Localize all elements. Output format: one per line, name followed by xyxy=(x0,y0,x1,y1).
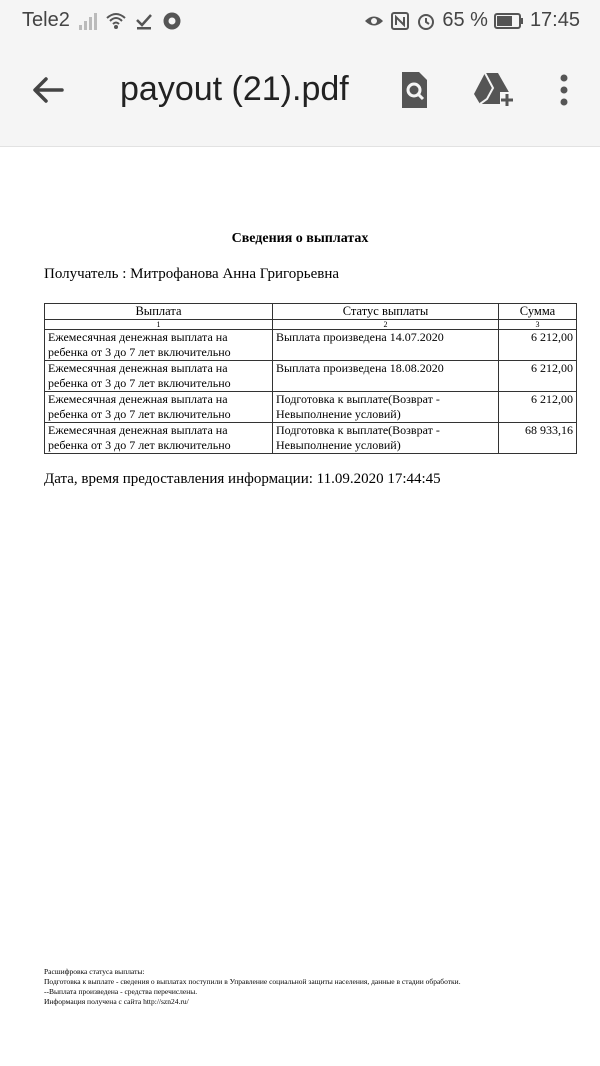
amount-cell: 6 212,00 xyxy=(499,330,577,361)
status-bar-right xyxy=(364,9,580,32)
table-row xyxy=(45,392,577,423)
clock: 17:45 xyxy=(529,9,580,31)
recipient-line: Получатель : Митрофанова Анна Григорьевна xyxy=(44,266,340,282)
column-number: 3 xyxy=(499,320,577,330)
payouts-table xyxy=(44,303,577,454)
footnotes xyxy=(44,967,584,1007)
column-number-row xyxy=(45,320,577,330)
back-arrow-icon[interactable] xyxy=(28,70,68,110)
table-row xyxy=(45,330,577,361)
battery-icon xyxy=(494,11,524,31)
document-title: payout (21).pdf xyxy=(120,70,349,108)
eye-icon xyxy=(364,11,384,31)
footnote-line: Расшифровка статуса выплаты: xyxy=(44,967,145,976)
status-cell: Подготовка к выплате(Возврат - Невыполнение условий) xyxy=(273,423,499,454)
drive-add-icon[interactable] xyxy=(470,68,514,112)
status-cell: Выплата произведена 18.08.2020 xyxy=(273,361,499,392)
wifi-icon xyxy=(106,11,126,31)
carrier-name: Tele2 xyxy=(22,9,70,31)
footnote-line: --Выплата произведена - средства перечислены. xyxy=(44,987,198,996)
alarm-icon xyxy=(416,11,436,31)
download-done-icon xyxy=(134,11,154,31)
status-cell: Подготовка к выплате(Возврат - Невыполнение условий) xyxy=(273,392,499,423)
status-cell: Выплата произведена 14.07.2020 xyxy=(273,330,499,361)
document-heading: Сведения о выплатах xyxy=(231,231,369,246)
footnote-line: Информация получена с сайта http://szn24.ru/ xyxy=(44,997,189,1006)
battery-percent: 65 % xyxy=(442,9,488,31)
more-vert-icon[interactable] xyxy=(542,68,586,112)
signal-icon xyxy=(78,11,98,31)
payout-cell: Ежемесячная денежная выплата на ребенка от 3 до 7 лет включительно xyxy=(45,330,273,361)
payout-cell: Ежемесячная денежная выплата на ребенка от 3 до 7 лет включительно xyxy=(45,361,273,392)
amount-cell: 68 933,16 xyxy=(499,423,577,454)
payout-cell: Ежемесячная денежная выплата на ребенка от 3 до 7 лет включительно xyxy=(45,392,273,423)
app-bar xyxy=(0,42,600,147)
table-row xyxy=(45,423,577,454)
amount-cell: 6 212,00 xyxy=(499,392,577,423)
table-row xyxy=(45,361,577,392)
header-status: Статус выплаты xyxy=(273,304,499,320)
search-document-icon[interactable] xyxy=(392,68,436,112)
nfc-icon xyxy=(390,11,410,31)
chrome-icon xyxy=(162,11,182,31)
status-bar-left xyxy=(22,9,182,32)
column-number: 1 xyxy=(45,320,273,330)
column-number: 2 xyxy=(273,320,499,330)
info-timestamp: Дата, время предоставления информации: 11.09.2020 17:44:45 xyxy=(44,471,441,487)
header-amount: Сумма xyxy=(499,304,577,320)
pdf-page xyxy=(0,147,600,1066)
amount-cell: 6 212,00 xyxy=(499,361,577,392)
payout-cell: Ежемесячная денежная выплата на ребенка от 3 до 7 лет включительно xyxy=(45,423,273,454)
footnote-line: Подготовка к выплате - сведения о выплатах поступили в Управление социальной защиты населения, данные в стадии обработки. xyxy=(44,977,461,986)
status-bar xyxy=(0,0,600,42)
table-header-row xyxy=(45,304,577,320)
header-payout: Выплата xyxy=(45,304,273,320)
